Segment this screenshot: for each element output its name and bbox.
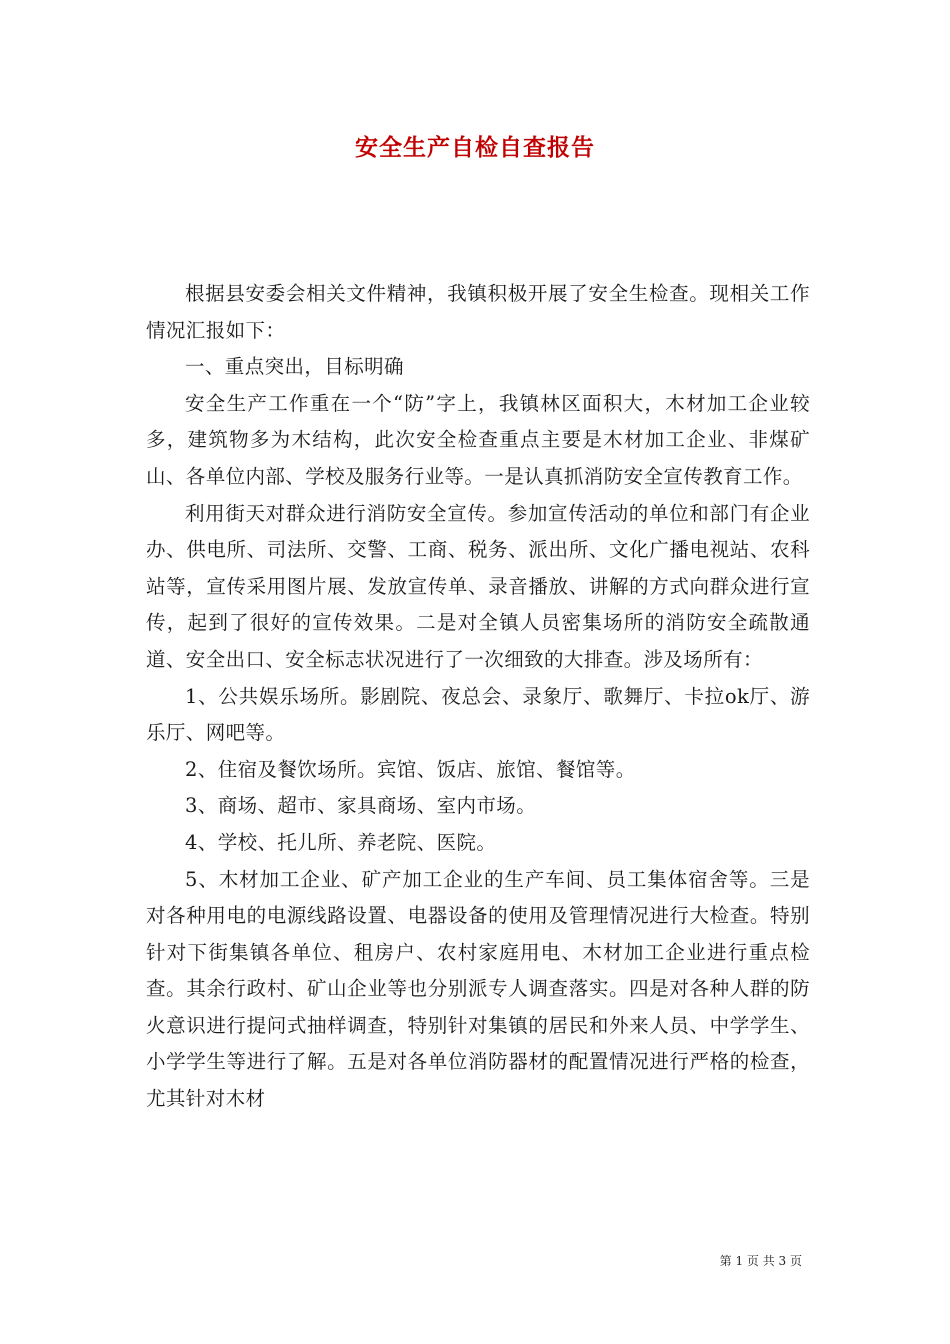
paragraph-publicity: 利用街天对群众进行消防安全宣传。参加宣传活动的单位和部门有企业办、供电所、司法所、交警、工商、税务、派出所、文化广播电视站、农科站等，宣传采用图片展、发放宣传单、录音播放、讲解的方式向群众进行宣传，起到了很好的宣传效果。二是对全镇人员密集场所的消防安全疏散通道、安全出口、安全标志状况进行了一次细致的大排查。涉及场所有：	[146, 501, 810, 671]
list-item-3: 3、商场、超市、家具商场、室内市场。	[185, 794, 537, 818]
page-number: 第 1 页 共 3 页	[719, 1254, 802, 1268]
list-item-5: 5、木材加工企业、矿产加工企业的生产车间、员工集体宿舍等。三是对各种用电的电源线路设置、电器设备的使用及管理情况进行大检查。特别针对下街集镇各单位、租房户、农村家庭用电、木材加工企业进行重点检查。其余行政村、矿山企业等也分别派专人调查落实。四是对各种人群的防火意识进行提问式抽样调查，特别针对集镇的居民和外来人员、中学学生、小学学生等进行了解。五是对各单位消防器材的配置情况进行严格的检查，尤其针对木材	[146, 867, 810, 1111]
document-title: 安全生产自检自查报告	[355, 134, 595, 161]
paragraph-focus: 安全生产工作重在一个“防”字上，我镇林区面积大，木材加工企业较多，建筑物多为木结构，此次安全检查重点主要是木材加工企业、非煤矿山、各单位内部、学校及服务行业等。一是认真抓消防安全宣传教育工作。	[146, 391, 810, 488]
section-heading-1: 一、重点突出，目标明确	[185, 355, 404, 379]
paragraph-intro: 根据县安委会相关文件精神，我镇积极开展了安全生检查。现相关工作情况汇报如下：	[146, 282, 810, 342]
list-item-4: 4、学校、托儿所、养老院、医院。	[185, 830, 497, 854]
list-item-1: 1、公共娱乐场所。影剧院、夜总会、录象厅、歌舞厅、卡拉ok厅、游乐厅、网吧等。	[146, 684, 810, 745]
list-item-2: 2、住宿及餐饮场所。宾馆、饭店、旅馆、餐馆等。	[185, 757, 636, 781]
document-body	[146, 276, 810, 1118]
